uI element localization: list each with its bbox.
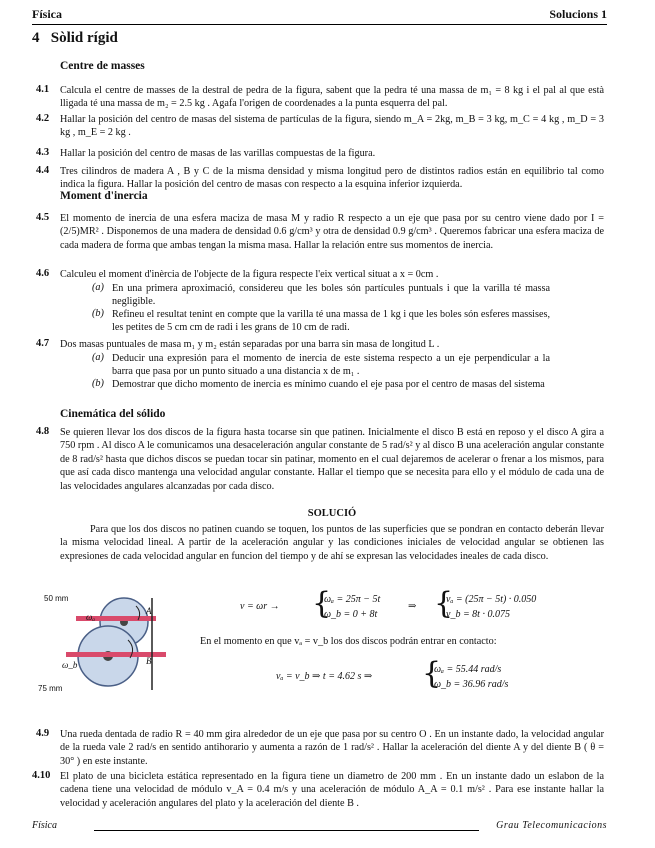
- problem-text: El plato de una bicicleta estática representado en la figura tiene un diametro de 200 mm . En un instante dado un eslabon de la cadena tiene una velocidad de módulo v_A = 0.4 m/s y una aceleración de módulo A_A = 0.1 m/s² . Para ese instante hallar la velocidad y aceleración angulares del plato y la aceleración del diente B .: [60, 771, 604, 809]
- problem-number: 4.7: [36, 338, 50, 349]
- equation-1-arrow: ⇒: [408, 601, 417, 612]
- problem-number: 4.1: [36, 84, 50, 95]
- item-label: (a): [92, 282, 104, 293]
- equation-2-a: ωₐ = 55.44 rad/s: [434, 664, 502, 675]
- solution-title: SOLUCIÓ: [307, 508, 357, 519]
- fig-label-top: 50 mm: [44, 594, 69, 603]
- section-number: 4: [32, 30, 40, 46]
- problem-text: Hallar la posición del centro de masas del sistema de partículas de la figura, siendo m_A = 2kg, m_B = 3 kg, m_C = 4 kg , m_D = 3 kg , m_E = 2 kg .: [60, 114, 604, 139]
- equation-2-b: ω_b = 36.96 rad/s: [434, 679, 509, 690]
- item-text: Refineu el resultat tenint en compte que la varilla té una massa de 1 kg i que les boles són esferes massises, les petites de 5 cm cm de radi i les grans de 10 cm de radi.: [112, 309, 550, 334]
- fig-label-b: B: [146, 656, 152, 666]
- item-label: (a): [92, 352, 104, 363]
- page-footer: [32, 820, 607, 834]
- item-label: (b): [92, 378, 104, 389]
- problem-number: 4.8: [36, 426, 50, 437]
- problem-number: 4.3: [36, 147, 50, 158]
- equation-1-a: ωₐ = 25π − 5t: [324, 594, 381, 605]
- problem-number: 4.5: [36, 212, 50, 223]
- subsection-centre: Centre de masses: [60, 60, 145, 72]
- equation-1-d: v_b = 8t · 0.075: [446, 609, 510, 620]
- problem-text: Calculeu el moment d'inèrcia de l'objecte de la figura respecte l'eix vertical situat a x = 0cm .: [60, 269, 439, 280]
- problem-number: 4.4: [36, 165, 50, 176]
- fig-label-a: A: [146, 606, 152, 616]
- problem-text: Hallar la posición del centro de masas de las varillas compuestas de la figura.: [60, 148, 376, 159]
- solution-intro: Para que los dos discos no patinen cuando se toquen, los puntos de las superficies que se pondran en contacto deberán llevar la misma velocidad lineal. A partir de la aceleración angular y las condiciones iniciales de velocidad angular se obtienen las expresiones de cada velocidad angular en funcion del tiempo y de ahí se expresan las velocidades ineales de cada disco.: [60, 524, 604, 562]
- subsection-kinematics: Cinemática del sólido: [60, 408, 166, 420]
- header-subject: Física: [32, 7, 62, 21]
- section-title: [32, 30, 118, 47]
- brace: {: [312, 586, 332, 621]
- problem-text: Tres cilindros de madera A , B y C de la misma densidad y misma longitud pero de distintos radios están en equilibrio tal como indica la figura. Hallar la posición del centro de masas con respecto a la esquina inferior izquierda.: [60, 166, 604, 191]
- item-text: Demostrar que dicho momento de inercia es mínimo cuando el eje pasa por el centro de masas del sistema: [112, 379, 545, 390]
- brace: {: [422, 656, 442, 691]
- problem-text: Una rueda dentada de radio R = 40 mm gira alrededor de un eje que pasa por su centro O . En un instante dado, la velocidad angular de la rueda vale 2 rad/s en sentido antihorario y aumenta a razón de 1 rad/s² . Hallar la aceleración del diente A y del diente B ( θ = 30° ) en este instante.: [60, 729, 604, 767]
- subsection-inertia: Moment d'inercia: [60, 190, 148, 202]
- item-text: Deducir una expresión para el momento de inercia de este sistema respecto a un eje perpendicular a la barra que pasa por un punto situado a una distancia x de m₁ .: [112, 353, 550, 378]
- footer-rule: [94, 830, 479, 831]
- discs-figure: [66, 590, 176, 700]
- problem-text: Se quieren llevar los dos discos de la figura hasta tocarse sin que patinen. Inicialmente el disco B está en reposo y el disco A gira a 750 rpm . Al disco A le comunicamos una desaceleración angular constante de 5 rad/s² y al disco B una aceleración angular constante de 8 rad/s² hasta que dichos discos se puedan tocar sin patinar, momento en el cual dejaremos de acelerar o frenar a los mismos, para que así cada disco mantenga una velocidad angular constante. Hallar el tiempo que se necesita para ello y el módulo de cada una de las velocidades angulares alcanzadas por cada disco.: [60, 427, 604, 492]
- equation-1-b: ω_b = 0 + 8t: [324, 609, 378, 620]
- header-chapter: Solucions 1: [549, 7, 607, 21]
- equation-1-c: vₐ = (25π − 5t) · 0.050: [446, 594, 537, 605]
- section-name: Sòlid rígid: [50, 30, 118, 46]
- brace: {: [434, 586, 454, 621]
- problem-number: 4.6: [36, 268, 50, 279]
- equation-2-lhs: vₐ = v_b ⇒ t = 4.62 s ⇒: [276, 671, 373, 682]
- problem-number: 4.2: [36, 113, 50, 124]
- problem-text: Calcula el centre de masses de la destral de pedra de la figura, sabent que la pedra té una massa de m₁ = 8 kg i el pal al que està lligada té una massa de m₂ = 2.5 kg . Agafa l'origen de coordenades a la punta esquerra del pal.: [60, 85, 604, 110]
- fig-omega-a: ωₐ: [86, 612, 95, 622]
- problem-text: Dos masas puntuales de masa m₁ y m₂ están separadas por una barra sin masa de longitud L .: [60, 339, 440, 350]
- footer-degree: Grau Telecomunicacions: [496, 820, 607, 831]
- equation-1-lhs: v = ωr →: [240, 601, 280, 612]
- contact-text: En el momento en que vₐ = v_b los dos discos podrán entrar en contacto:: [200, 636, 497, 647]
- problem-number: 4.9: [36, 728, 50, 739]
- page-header: [32, 6, 607, 25]
- item-label: (b): [92, 308, 104, 319]
- problem-number: 4.10: [32, 770, 51, 781]
- fig-label-bottom: 75 mm: [38, 684, 63, 693]
- item-text: En una primera aproximació, considereu que les boles són partícules puntuals i que la varilla té massa negligible.: [112, 283, 550, 308]
- fig-omega-b: ω_b: [62, 660, 78, 670]
- footer-subject: Física: [32, 820, 57, 831]
- problem-text: El momento de inercia de una esfera maciza de masa M y radio R respecto a un eje que pasa por su centro viene dado por I = (2/5)MR² . Disponemos de una madera de densidad 0.6 g/cm³ y otra de densidad 0.9 g/cm³ . Queremos fabricar una esfera maciza de cada madera de forma que ambas tengan la misma masa. Hallar la relación entre sus momentos de inercia.: [60, 213, 604, 251]
